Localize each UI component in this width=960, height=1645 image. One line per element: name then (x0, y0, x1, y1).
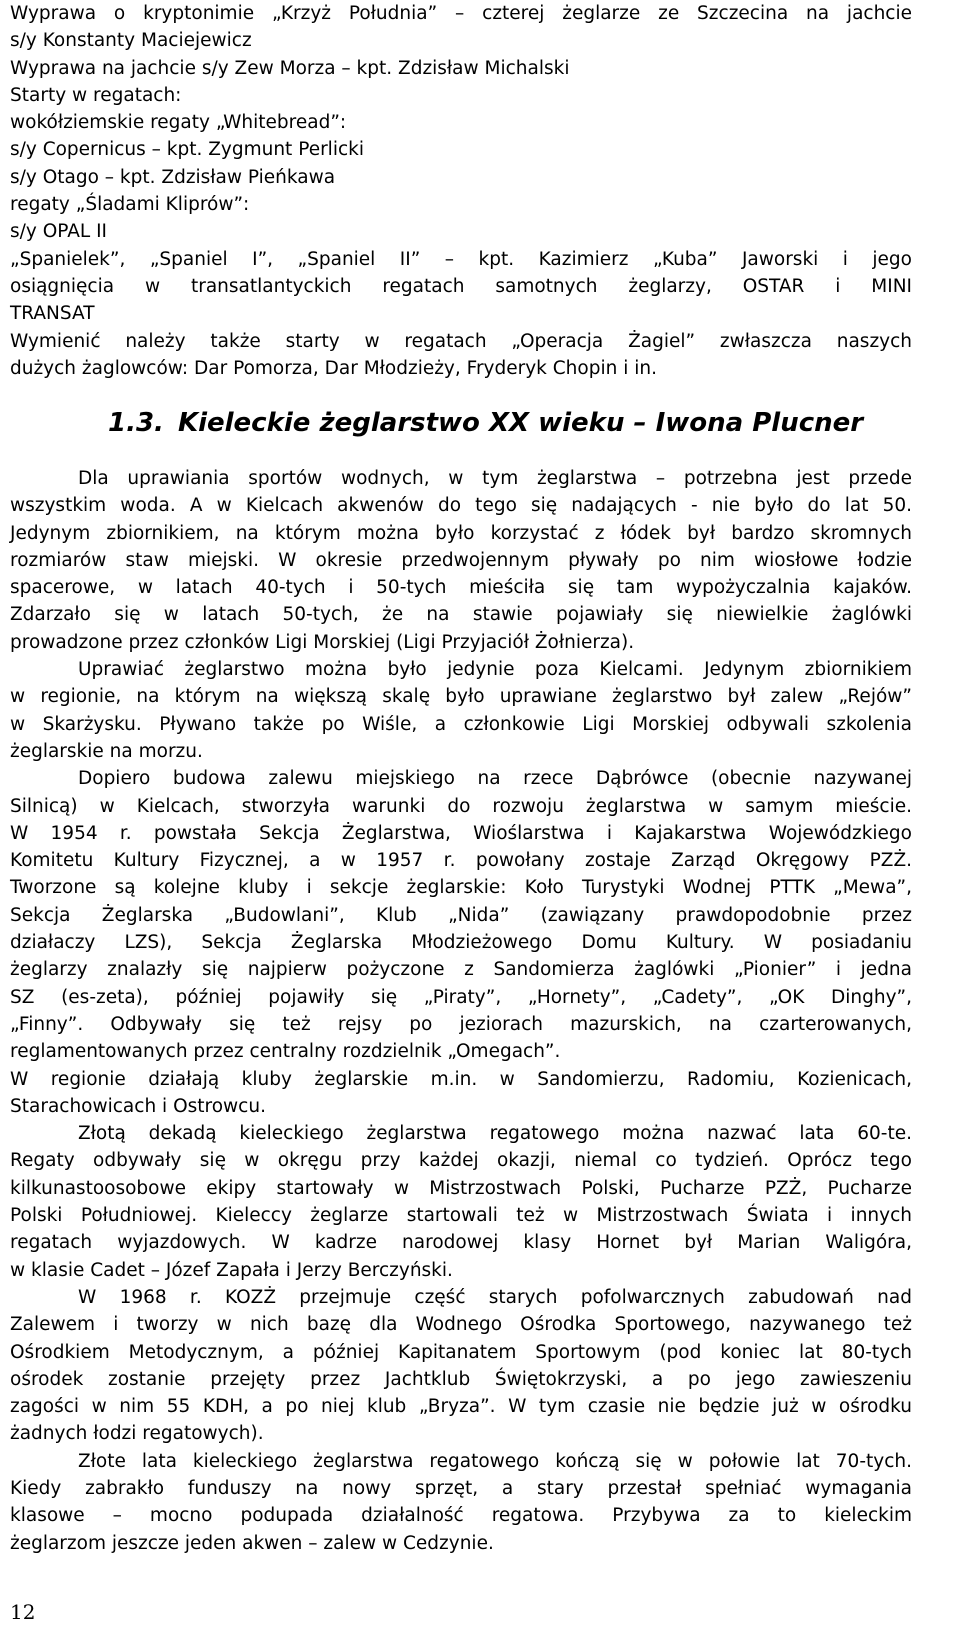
text-line: kilkunastoosobowe ekipy startowały w Mistrzostwach Polski, Pucharze PZŻ, Pucharze (10, 1177, 912, 1199)
text-line: s/y Copernicus – kpt. Zygmunt Perlicki (10, 139, 364, 161)
text-line: Sekcja Żeglarska „Budowlani”, Klub „Nida” (zawiązany prawdopodobnie przez (10, 904, 912, 926)
text-line: Komitetu Kultury Fizycznej, a w 1957 r. powołany zostaje Zarząd Okręgowy PZŻ. (10, 850, 912, 872)
text-line: Regaty odbywały się w okręgu przy każdej okazji, niemal co tydzień. Oprócz tego (10, 1150, 912, 1172)
section-number: 1.3. (108, 408, 164, 438)
text-line: regatach wyjazdowych. W kadrze narodowej klasy Hornet był Marian Waligóra, (10, 1232, 912, 1254)
text-line: w Skarżysku. Pływano także po Wiśle, a członkowie Ligi Morskiej odbywali szkolenia (10, 713, 912, 735)
text-line: W 1968 r. KOZŻ przejmuje część starych pofolwarcznych zabudowań nad (78, 1286, 912, 1308)
text-line: W 1954 r. powstała Sekcja Żeglarstwa, Wioślarstwa i Kajakarstwa Wojewódzkiego (10, 822, 912, 844)
intro-list (10, 0, 912, 382)
text-line: SZ (es-zeta), później pojawiły się „Piraty”, „Hornety”, „Cadety”, „OK Dinghy”, (10, 986, 912, 1008)
text-line: W regionie działają kluby żeglarskie m.in. w Sandomierzu, Radomiu, Kozienicach, (10, 1068, 912, 1090)
text-line: Tworzone są kolejne kluby i sekcje żeglarskie: Koło Turystyki Wodnej PTTK „Mewa”, (10, 877, 912, 899)
text-line: wszystkim woda. A w Kielcach akwenów do tego się nadających - nie było do lat 50. (10, 495, 912, 517)
text-line: Kiedy zabrakło funduszy na nowy sprzęt, a stary przestał spełniać wymagania (10, 1477, 912, 1499)
text-line: zagości w nim 55 KDH, a po niej klub „Bryza”. W tym czasie nie będzie już w ośrodku (10, 1396, 912, 1418)
text-line: reglamentowanych przez centralny rozdzielnik „Omegach”. (10, 1041, 561, 1063)
text-line: Dla uprawiania sportów wodnych, w tym żeglarstwa – potrzebna jest przede (78, 468, 912, 489)
page-number: 12 (10, 1600, 36, 1624)
text-line: żeglarzy znalazły się najpierw pożyczone z Sandomierza żaglówki „Pionier” i jedna (10, 959, 912, 981)
text-line: żadnych łodzi regatowych). (10, 1423, 264, 1445)
text-line: w klasie Cadet – Józef Zapała i Jerzy Berczyński. (10, 1259, 453, 1281)
text-line: „Spanielek”, „Spaniel I”, „Spaniel II” – kpt. Kazimierz „Kuba” Jaworski i jego (10, 248, 912, 270)
section-heading (108, 406, 863, 440)
text-line: klasowe – mocno podupada działalność regatowa. Przybywa za to kieleckim (10, 1505, 912, 1527)
text-line: Zalewem i tworzy w nich bazę dla Wodnego Ośrodka Sportowego, nazywanego też (10, 1314, 912, 1336)
text-line: Starachowicach i Ostrowcu. (10, 1095, 266, 1117)
text-line: Dopiero budowa zalewu miejskiego na rzece Dąbrówce (obecnie nazywanej (78, 768, 912, 790)
text-line: działaczy LZS), Sekcja Żeglarska Młodzieżowego Domu Kultury. W posiadaniu (10, 932, 912, 954)
section-title: Kieleckie żeglarstwo XX wieku – Iwona Plucner (177, 408, 864, 438)
text-line: „Finny”. Odbywały się też rejsy po jeziorach mazurskich, na czarterowanych, (10, 1013, 912, 1035)
text-line: prowadzone przez członków Ligi Morskiej (Ligi Przyjaciół Żołnierza). (10, 631, 635, 653)
text-line: s/y Otago – kpt. Zdzisław Pieńkawa (10, 166, 336, 188)
text-line: dużych żaglowców: Dar Pomorza, Dar Młodzieży, Fryderyk Chopin i in. (10, 357, 657, 379)
text-line: Wyprawa o kryptonimie „Krzyż Południa” – czterej żeglarze ze Szczecina na jachcie (10, 3, 912, 24)
text-line: Uprawiać żeglarstwo można było jedynie poza Kielcami. Jedynym zbiornikiem (78, 659, 912, 681)
text-line: w regionie, na którym na większą skalę było uprawiane żeglarstwo był zalew „Rejów” (10, 686, 912, 708)
text-line: spacerowe, w latach 40-tych i 50-tych mieściła się tam wypożyczalnia kajaków. (10, 577, 912, 599)
text-line: ośrodek zostanie przejęty przez Jachtklub Świętokrzyski, a po jego zawieszeniu (10, 1368, 912, 1390)
text-line: Polski Południowej. Kieleccy żeglarze startowali też w Mistrzostwach Świata i innych (10, 1205, 912, 1227)
text-line: rozmiarów staw miejski. W okresie przedwojennym pływały po nim wiosłowe łodzie (10, 549, 912, 571)
text-line: żeglarskie na morzu. (10, 740, 203, 762)
text-line: Wyprawa na jachcie s/y Zew Morza – kpt. Zdzisław Michalski (10, 57, 570, 79)
text-line: Jedynym zbiornikiem, na którym można było korzystać z łódek był bardzo skromnych (10, 522, 912, 544)
text-line: Złote lata kieleckiego żeglarstwa regatowego kończą się w połowie lat 70-tych. (78, 1450, 912, 1472)
text-line: TRANSAT (10, 303, 95, 325)
text-line: Wymienić należy także starty w regatach „Operacja Żagiel” zwłaszcza naszych (10, 330, 912, 352)
text-line: osiągnięcia w transatlantyckich regatach samotnych żeglarzy, OSTAR i MINI (10, 275, 912, 297)
text-line: Silnicą) w Kielcach, stworzyła warunki do rozwoju żeglarstwa w samym mieście. (10, 795, 912, 817)
body-text (10, 465, 912, 1557)
text-line: s/y OPAL II (10, 221, 107, 243)
text-line: Zdarzało się w latach 50-tych, że na stawie pojawiały się niewielkie żaglówki (10, 604, 912, 626)
text-line: żeglarzom jeszcze jeden akwen – zalew w Cedzynie. (10, 1532, 494, 1554)
text-line: Starty w regatach: (10, 84, 182, 106)
text-line: s/y Konstanty Maciejewicz (10, 30, 252, 52)
text-line: regaty „Śladami Kliprów”: (10, 194, 250, 216)
text-line: wokółziemskie regaty „Whitebread”: (10, 112, 347, 134)
text-line: Ośrodkiem Metodycznym, a później Kapitanatem Sportowym (pod koniec lat 80-tych (10, 1341, 912, 1363)
text-line: Złotą dekadą kieleckiego żeglarstwa regatowego można nazwać lata 60-te. (78, 1123, 912, 1145)
